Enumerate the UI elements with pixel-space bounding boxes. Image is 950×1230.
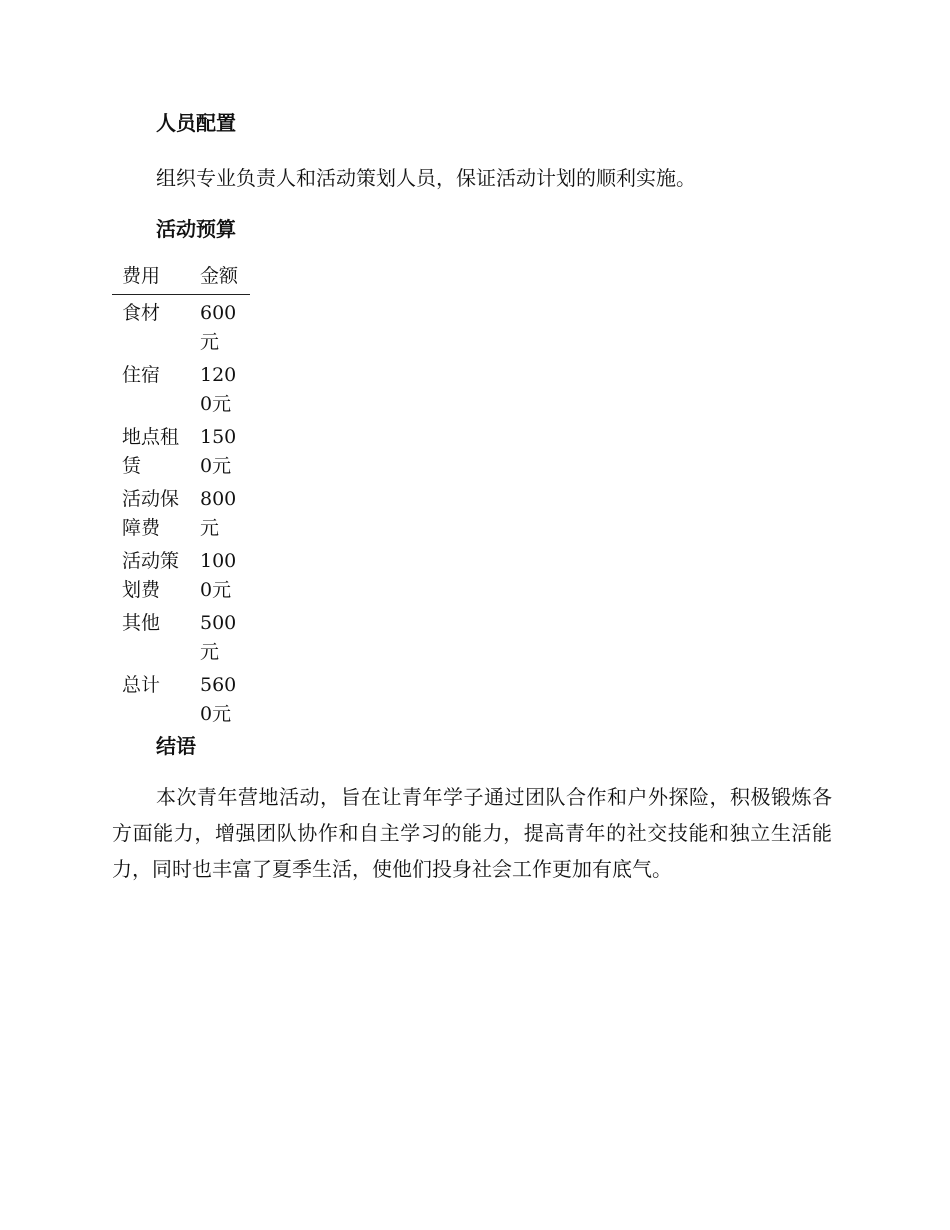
cost-item-cell [112,481,190,543]
amount-cell [190,543,250,605]
amount-cell [190,667,250,729]
amount-text: 5600元 [200,674,237,725]
cost-item-text: 地点租赁 [122,426,180,477]
section-heading-conclusion: 结语 [156,734,196,758]
conclusion-paragraph: 本次青年营地活动，旨在让青年学子通过团队合作和户外探险，积极锻炼各方面能力，增强团队协作和自主学习的能力，提高青年的社交技能和独立生活能力，同时也丰富了夏季生活，使他们投身社会工作更加有底气。 [112,785,832,881]
budget-table-header-row [112,262,250,295]
personnel-paragraph: 组织专业负责人和活动策划人员，保证活动计划的顺利实施。 [156,166,696,190]
table-row [112,481,250,543]
table-row [112,357,250,419]
amount-text: 1500元 [200,426,237,477]
cost-item-cell [112,295,190,358]
table-row [112,295,250,358]
cost-item-text: 总计 [122,674,161,696]
amount-text: 1200元 [200,364,237,415]
amount-text: 800元 [200,488,237,539]
table-row [112,667,250,729]
section-heading-budget: 活动预算 [156,217,236,241]
cost-item-text: 其他 [122,612,161,634]
column-header-cost-item: 费用 [112,262,190,295]
amount-cell [190,605,250,667]
table-row [112,543,250,605]
amount-cell [190,357,250,419]
cost-item-cell [112,419,190,481]
cost-item-cell [112,667,190,729]
section-heading-personnel: 人员配置 [156,111,236,135]
amount-text: 500元 [200,612,237,663]
amount-cell [190,295,250,358]
cost-item-cell [112,543,190,605]
amount-text: 600元 [200,302,237,353]
budget-table [112,262,250,729]
document-page [112,108,832,887]
cost-item-text: 活动保障费 [122,488,180,539]
amount-text: 1000元 [200,550,237,601]
cost-item-text: 活动策划费 [122,550,180,601]
column-header-amount: 金额 [190,262,250,295]
table-row [112,419,250,481]
table-row [112,605,250,667]
cost-item-cell [112,357,190,419]
cost-item-cell [112,605,190,667]
amount-cell [190,481,250,543]
amount-cell [190,419,250,481]
cost-item-text: 住宿 [122,364,161,386]
cost-item-text: 食材 [122,302,161,324]
